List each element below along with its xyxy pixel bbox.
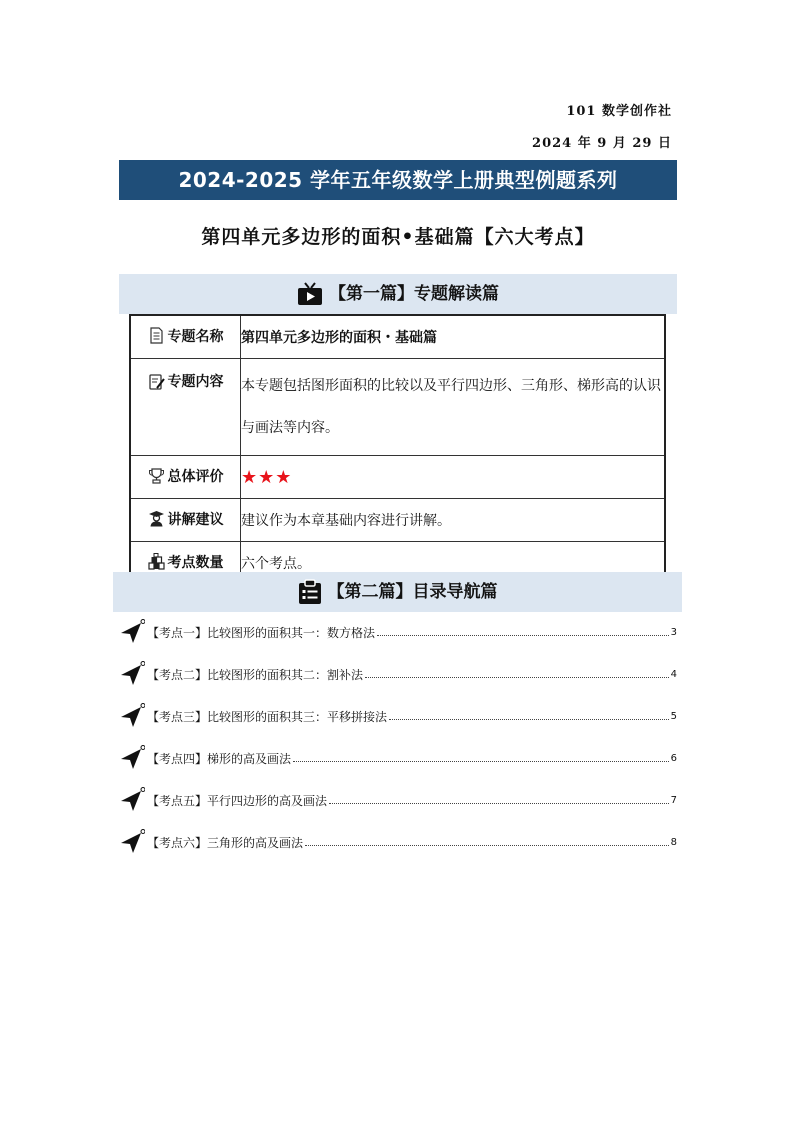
- row-value: 第四单元多边形的面积・基础篇: [241, 315, 666, 359]
- toc-entry[interactable]: [119, 790, 677, 810]
- navigation-arrow-icon: [119, 745, 145, 771]
- navigation-arrow-icon: [119, 829, 145, 855]
- tv-play-icon: [297, 282, 323, 306]
- document-date: 2024 年 9 月 29 日: [532, 136, 672, 151]
- toc-leader: [329, 803, 669, 804]
- table-row: [130, 499, 665, 542]
- toc-title: 【考点四】梯形的高及画法: [147, 751, 292, 766]
- toc-page-number: 4: [670, 668, 677, 680]
- publisher-name: 101 数学创作社: [566, 104, 672, 119]
- toc-leader: [365, 677, 669, 678]
- row-value: 六个考点。: [241, 542, 666, 586]
- navigation-arrow-icon: [119, 619, 145, 645]
- toc-leader: [377, 635, 669, 636]
- toc-leader: [389, 719, 669, 720]
- section-title: 【第一篇】专题解读篇: [329, 284, 499, 304]
- navigation-arrow-icon: [119, 661, 145, 687]
- teacher-icon: [148, 510, 165, 527]
- toc-leader: [293, 761, 669, 762]
- section-title: 【第二篇】目录导航篇: [327, 582, 498, 602]
- toc-entry[interactable]: [119, 664, 677, 684]
- toc-title: 【考点五】平行四边形的高及画法: [147, 793, 328, 808]
- row-label: 专题内容: [167, 374, 224, 390]
- toc-page-number: 3: [670, 626, 677, 638]
- toc-page-number: 8: [670, 836, 677, 848]
- table-row: [130, 315, 665, 359]
- navigation-arrow-icon: [119, 703, 145, 729]
- row-label: 总体评价: [167, 468, 224, 485]
- notepad-pen-icon: [148, 373, 165, 390]
- toc-page-number: 5: [670, 710, 677, 722]
- section-header-toc: [113, 572, 682, 612]
- page-title: 第四单元多边形的面积•基础篇【六大考点】: [201, 226, 595, 248]
- topic-info-table: [129, 314, 666, 586]
- toc-page-number: 6: [670, 752, 677, 764]
- rating-stars: ★★★: [241, 466, 293, 488]
- row-value: 建议作为本章基础内容进行讲解。: [241, 499, 666, 542]
- series-title: 2024-2025 学年五年级数学上册典型例题系列: [178, 168, 618, 192]
- table-row: [130, 359, 665, 456]
- toc-leader: [305, 845, 669, 846]
- toc-entry[interactable]: [119, 706, 677, 726]
- document-icon: [148, 327, 165, 344]
- blocks-icon: [148, 553, 165, 570]
- toc-entry[interactable]: [119, 622, 677, 642]
- toc-entry[interactable]: [119, 748, 677, 768]
- row-value: 本专题包括图形面积的比较以及平行四边形、三角形、梯形高的认识与画法等内容。: [241, 378, 661, 436]
- section-header-interpretation: [119, 274, 677, 314]
- row-label: 讲解建议: [167, 511, 224, 528]
- clipboard-list-icon: [298, 579, 322, 605]
- toc-title: 【考点三】比较图形的面积其三：平移拼接法: [147, 709, 388, 724]
- trophy-icon: [148, 467, 165, 484]
- navigation-arrow-icon: [119, 787, 145, 813]
- row-label: 专题名称: [167, 328, 224, 345]
- toc-title: 【考点一】比较图形的面积其一：数方格法: [147, 625, 376, 640]
- row-label: 考点数量: [167, 554, 224, 571]
- series-banner: [119, 160, 677, 200]
- toc-title: 【考点二】比较图形的面积其二：割补法: [147, 667, 364, 682]
- toc-entry[interactable]: [119, 832, 677, 852]
- table-row: [130, 456, 665, 499]
- toc-page-number: 7: [670, 794, 677, 806]
- toc-title: 【考点六】三角形的高及画法: [147, 835, 304, 850]
